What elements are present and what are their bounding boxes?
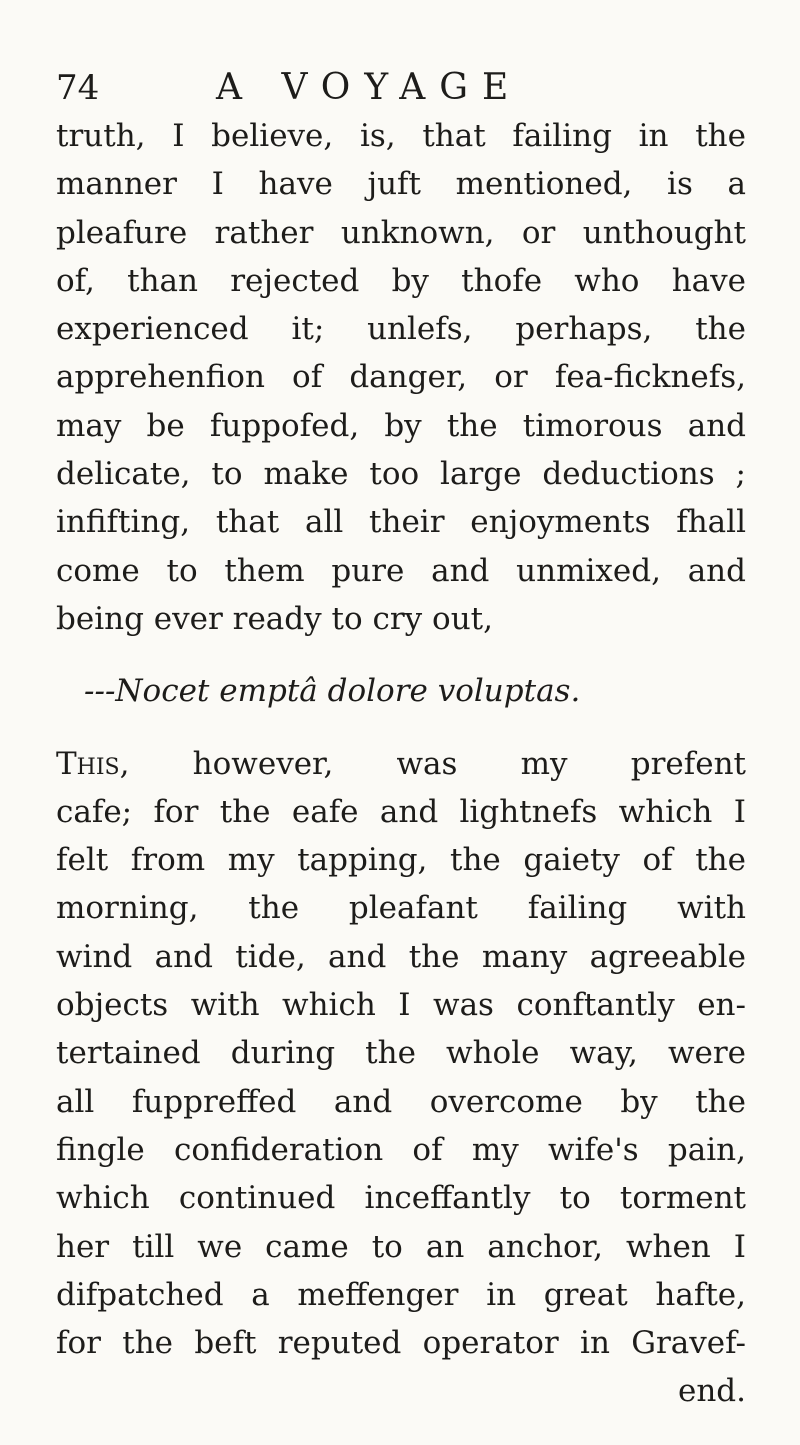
- paragraph-first-word: This,: [56, 745, 130, 782]
- text-line-last: end.: [677, 1373, 746, 1410]
- text-line: for the beft reputed operator in Gravef-: [56, 1325, 746, 1362]
- text-line: tertained during the whole way, were: [56, 1035, 746, 1072]
- text-line: apprehenfion of danger, or fea-ficknefs,: [56, 359, 746, 396]
- text-line: fingle confideration of my wife's pain,: [56, 1131, 746, 1168]
- text-line: which continued inceffantly to torment: [56, 1180, 746, 1217]
- text-line: delicate, to make too large deductions ;: [56, 456, 746, 493]
- text-line: her till we came to an anchor, when I: [56, 1228, 746, 1265]
- text-line: felt from my tapping, the gaiety of the: [56, 842, 746, 879]
- text-line: of, than rejected by thofe who have: [56, 262, 746, 299]
- page-header: [56, 68, 756, 112]
- text-line: being ever ready to cry out,: [56, 600, 493, 637]
- text-line: objects with which I was conftantly en-: [56, 987, 746, 1024]
- text-line: manner I have juft mentioned, is a: [56, 166, 746, 203]
- latin-quotation: ---Nocet emptâ dolore voluptas.: [84, 673, 581, 710]
- page-number: 74: [56, 68, 100, 108]
- body-text: [56, 112, 746, 1416]
- text-line: experienced it; unlefs, perhaps, the: [56, 311, 746, 348]
- text-line: all fuppreffed and overcome by the: [56, 1083, 746, 1120]
- text-line: may be fuppofed, by the timorous and: [56, 407, 746, 444]
- paragraph-first-line-rest: however, was my prefent: [129, 745, 746, 782]
- text-line: truth, I believe, is, that failing in the: [56, 118, 746, 154]
- text-line: difpatched a meffenger in great hafte,: [56, 1276, 746, 1313]
- text-line: infifting, that all their enjoyments fhall: [56, 504, 746, 541]
- text-line: wind and tide, and the many agreeable: [56, 938, 746, 975]
- text-line: morning, the pleafant failing with: [56, 890, 746, 927]
- running-head: A VOYAGE: [216, 67, 523, 108]
- text-line: come to them pure and unmixed, and: [56, 552, 746, 589]
- paragraph-first-line: [56, 740, 746, 788]
- text-line: pleafure rather unknown, or unthought: [56, 214, 746, 251]
- text-line: cafe; for the eafe and lightnefs which I: [56, 793, 746, 830]
